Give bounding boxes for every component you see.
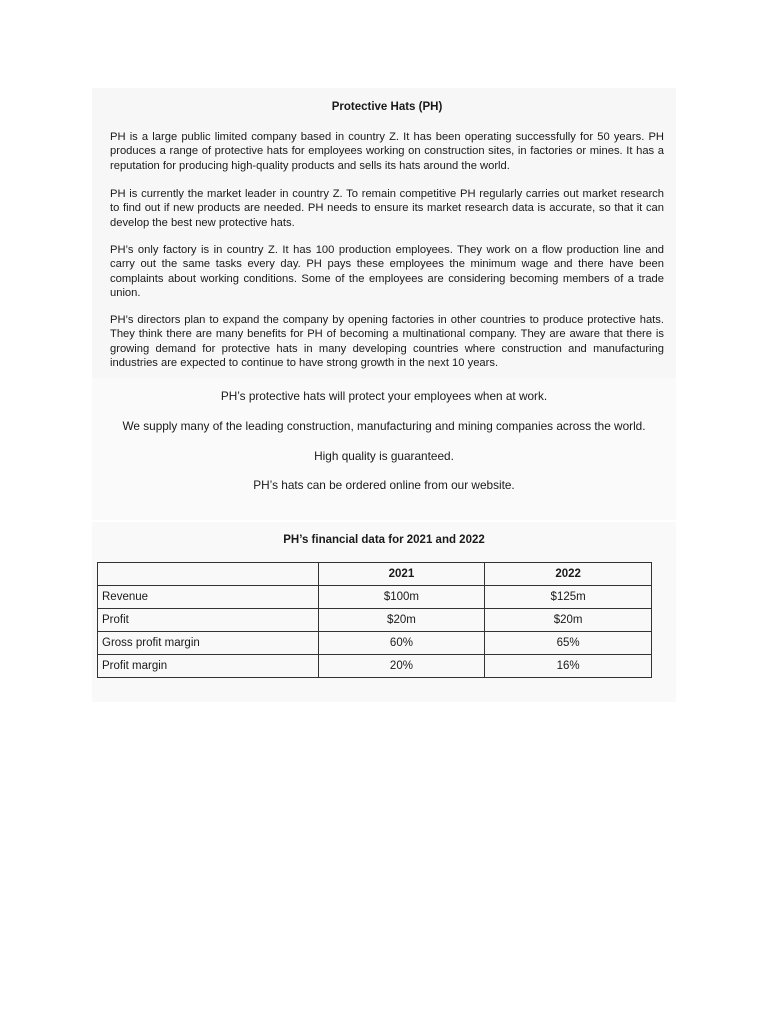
cell-value: 60%	[318, 632, 485, 655]
financial-data-table	[97, 562, 652, 678]
cell-value: 16%	[485, 655, 652, 678]
table-row	[98, 655, 652, 678]
row-label: Profit margin	[98, 655, 319, 678]
header-cell-2021: 2021	[318, 563, 485, 586]
row-label: Gross profit margin	[98, 632, 319, 655]
advert-line: High quality is guaranteed.	[314, 449, 454, 463]
row-label: Revenue	[98, 586, 319, 609]
table-row	[98, 632, 652, 655]
advert-line: PH’s protective hats will protect your employees when at work.	[220, 389, 548, 403]
cell-value: 20%	[318, 655, 485, 678]
paragraph-expansion: PH’s directors plan to expand the company by opening factories in other countries to produce protective hats. They think there are many benefits for PH of becoming a multinational company. They are aware that there is growing demand for protective hats in many developing countries where construction and manufacturing industries are expected to continue to have strong growth in the next 10 years.	[110, 314, 664, 369]
table-row	[98, 609, 652, 632]
cell-value: $20m	[318, 609, 485, 632]
cell-value: $20m	[485, 609, 652, 632]
document-title: Protective Hats (PH)	[331, 101, 443, 113]
cell-value: $100m	[318, 586, 485, 609]
header-cell-empty	[98, 563, 319, 586]
advert-line: We supply many of the leading construction, manufacturing and mining companies across the world.	[122, 419, 646, 433]
paragraph-market-research: PH is currently the market leader in country Z. To remain competitive PH regularly carries out market research to find out if new products are needed. PH needs to ensure its market research data is accurate, so that it can develop the best new protective hats.	[110, 188, 664, 229]
paragraph-factory: PH’s only factory is in country Z. It has 100 production employees. They work on a flow production line and carry out the same tasks every day. PH pays these employees the minimum wage and there have been complaints about working conditions. Some of the employees are considering becoming members of a trade union.	[110, 244, 664, 299]
paragraph-company-overview: PH is a large public limited company based in country Z. It has been operating successfully for 50 years. PH produces a range of protective hats for employees working on construction sites, in factories or mines. It has a reputation for producing high-quality products and sells its hats around the world.	[110, 131, 664, 172]
table-row	[98, 586, 652, 609]
row-label: Profit	[98, 609, 319, 632]
table-caption: PH’s financial data for 2021 and 2022	[283, 534, 485, 546]
cell-value: $125m	[485, 586, 652, 609]
advert-line: PH’s hats can be ordered online from our website.	[253, 478, 515, 492]
header-cell-2022: 2022	[485, 563, 652, 586]
table-header-row	[98, 563, 652, 586]
cell-value: 65%	[485, 632, 652, 655]
